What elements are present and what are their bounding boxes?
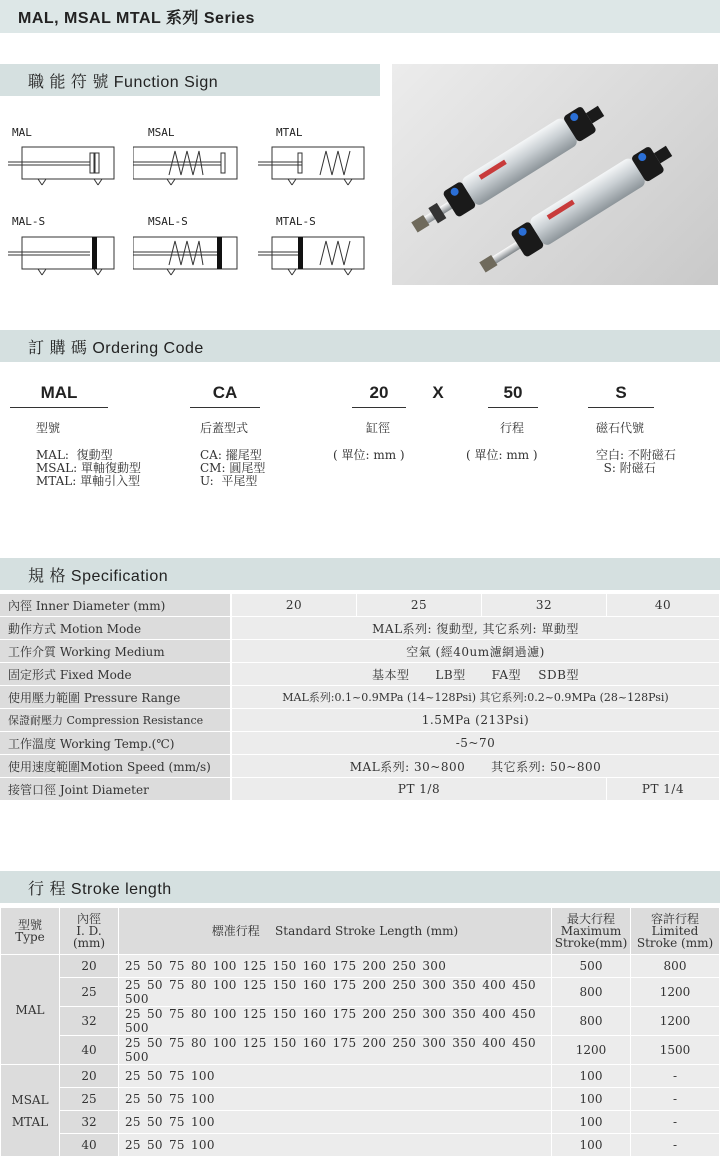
stroke-row xyxy=(1,1111,720,1134)
spec-value: 空氣 (經40um濾網過濾) xyxy=(231,640,720,663)
symbol-label-mtal: MTAL xyxy=(276,126,303,139)
stroke-length-band xyxy=(0,871,720,903)
stroke-type-msal-mtal: MSAL MTAL xyxy=(1,1065,60,1157)
msal-s-symbol-icon xyxy=(133,233,243,279)
ordering-code-title: 訂 購 碼 Ordering Code xyxy=(28,339,204,357)
spec-label: 工作溫度 Working Temp.(℃) xyxy=(0,732,231,755)
stroke-row xyxy=(1,978,720,1007)
spec-value: 1.5MPa (213Psi) xyxy=(231,709,720,732)
head-model: 型號 xyxy=(36,421,61,435)
function-sign-title: 職 能 符 號 Function Sign xyxy=(28,73,219,91)
spec-label: 工作介質 Working Medium xyxy=(0,640,231,663)
code-bore: 20 xyxy=(369,383,389,402)
stroke-row xyxy=(1,1065,720,1088)
head-bore: 缸徑 xyxy=(366,421,391,435)
stroke-maximum: 100 xyxy=(552,1111,631,1134)
stroke-maximum: 100 xyxy=(552,1065,631,1088)
stroke-limited: - xyxy=(631,1088,720,1111)
code-separator: X xyxy=(432,383,444,402)
mtal-s-symbol-icon xyxy=(258,233,368,279)
stroke-standard: 25 50 75 100 xyxy=(119,1134,552,1157)
head-magnet: 磁石代號 xyxy=(596,421,645,435)
stroke-maximum: 100 xyxy=(552,1088,631,1111)
head-cover: 后蓋型式 xyxy=(200,421,249,435)
cover-options: CA: 擺尾型 CM: 圓尾型 U: 平尾型 xyxy=(200,448,266,488)
spec-row-motion-mode xyxy=(0,617,720,640)
bore-unit: ( 單位: mm ) xyxy=(333,448,405,462)
stroke-id: 25 xyxy=(60,1088,119,1111)
stroke-id: 40 xyxy=(60,1036,119,1065)
spec-row-fixed-mode xyxy=(0,663,720,686)
spec-row-compression-resistance xyxy=(0,709,720,732)
stroke-row xyxy=(1,1007,720,1036)
stroke-maximum: 800 xyxy=(552,1007,631,1036)
stroke-maximum: 500 xyxy=(552,955,631,978)
series-title: MAL, MSAL MTAL 系列 Series xyxy=(18,10,255,27)
msal-symbol-icon xyxy=(133,143,243,189)
code-bore-underline xyxy=(352,407,406,408)
mtal-symbol-icon xyxy=(258,143,368,189)
spec-label: 保證耐壓力 Compression Resistance xyxy=(0,709,231,732)
stroke-standard: 25 50 75 80 100 125 150 160 175 200 250 300 xyxy=(119,955,552,978)
spec-value: 25 xyxy=(357,594,482,617)
mal-symbol-icon xyxy=(8,143,118,189)
spec-value: MAL系列: 30~800 其它系列: 50~800 xyxy=(231,755,720,778)
spec-row-working-temp xyxy=(0,732,720,755)
code-cover: CA xyxy=(212,383,238,402)
mal-s-symbol-icon xyxy=(8,233,118,279)
symbol-label-msal: MSAL xyxy=(148,126,175,139)
spec-row-pressure-range xyxy=(0,686,720,709)
spec-label: 使用壓力範圍 Pressure Range xyxy=(0,686,231,709)
stroke-header-type: 型號 Type xyxy=(1,908,60,955)
stroke-limited: 1200 xyxy=(631,1007,720,1036)
stroke-id: 32 xyxy=(60,1007,119,1036)
stroke-id: 40 xyxy=(60,1134,119,1157)
spec-row-motion-speed xyxy=(0,755,720,778)
stroke-id: 20 xyxy=(60,1065,119,1088)
stroke-standard: 25 50 75 100 xyxy=(119,1111,552,1134)
stroke-header-id: 內徑 I. D. (mm) xyxy=(60,908,119,955)
spec-label: 固定形式 Fixed Mode xyxy=(0,663,231,686)
code-model: MAL xyxy=(40,383,78,402)
stroke-header-row xyxy=(1,908,720,955)
code-magnet-underline xyxy=(588,407,654,408)
stroke-header-standard: 標准行程 Standard Stroke Length (mm) xyxy=(119,908,552,955)
stroke-standard: 25 50 75 80 100 125 150 160 175 200 250 300 350 400 450 500 xyxy=(119,1036,552,1065)
series-title-band xyxy=(0,0,720,33)
stroke-maximum: 800 xyxy=(552,978,631,1007)
stroke-limited: 1500 xyxy=(631,1036,720,1065)
stroke-length-title: 行 程 Stroke length xyxy=(28,880,172,898)
spec-value: MAL系列: 復動型, 其它系列: 單動型 xyxy=(231,617,720,640)
stroke-standard: 25 50 75 80 100 125 150 160 175 200 250 300 350 400 450 500 xyxy=(119,1007,552,1036)
specification-band xyxy=(0,558,720,590)
spec-label: 動作方式 Motion Mode xyxy=(0,617,231,640)
stroke-header-maximum: 最大行程 Maximum Stroke(mm) xyxy=(552,908,631,955)
stroke-id: 20 xyxy=(60,955,119,978)
stroke-limited: 1200 xyxy=(631,978,720,1007)
stroke-limited: 800 xyxy=(631,955,720,978)
spec-value: 40 xyxy=(607,594,720,617)
spec-value: PT 1/8 xyxy=(231,778,607,801)
spec-value: 20 xyxy=(231,594,357,617)
spec-row-joint-diameter xyxy=(0,778,720,801)
spec-row-inner-diameter xyxy=(0,594,720,617)
stroke-type-mal: MAL xyxy=(1,955,60,1065)
ordering-code-band xyxy=(0,330,720,362)
stroke-limited: - xyxy=(631,1134,720,1157)
stroke-unit: ( 單位: mm ) xyxy=(466,448,538,462)
cylinder-photo-icon xyxy=(392,64,718,285)
symbol-label-mal-s: MAL-S xyxy=(12,215,46,228)
code-cover-underline xyxy=(190,407,260,408)
code-magnet: S xyxy=(615,383,627,402)
stroke-limited: - xyxy=(631,1065,720,1088)
spec-value: MAL系列:0.1~0.9MPa (14~128Psi) 其它系列:0.2~0.9MPa (28~128Psi) xyxy=(231,686,720,709)
spec-value: PT 1/4 xyxy=(607,778,720,801)
specification-table xyxy=(0,594,720,801)
spec-label: 內徑 Inner Diameter (mm) xyxy=(0,594,231,617)
stroke-row xyxy=(1,1036,720,1065)
spec-label: 接管口徑 Joint Diameter xyxy=(0,778,231,801)
stroke-header-limited: 容許行程 Limited Stroke (mm) xyxy=(631,908,720,955)
stroke-row xyxy=(1,1088,720,1111)
stroke-standard: 25 50 75 100 xyxy=(119,1088,552,1111)
stroke-id: 25 xyxy=(60,978,119,1007)
spec-label: 使用速度範圍Motion Speed (mm/s) xyxy=(0,755,231,778)
specification-title: 規 格 Specification xyxy=(28,567,169,585)
code-stroke-underline xyxy=(488,407,538,408)
symbol-label-mal: MAL xyxy=(12,126,32,139)
code-stroke: 50 xyxy=(503,383,523,402)
stroke-standard: 25 50 75 100 xyxy=(119,1065,552,1088)
head-stroke: 行程 xyxy=(500,421,525,435)
stroke-standard: 25 50 75 80 100 125 150 160 175 200 250 300 350 400 450 500 xyxy=(119,978,552,1007)
stroke-row xyxy=(1,955,720,978)
stroke-length-table xyxy=(0,907,720,1157)
spec-value: 基本型 LB型 FA型 SDB型 xyxy=(231,663,720,686)
magnet-options: 空白: 不附磁石 S: 附磁石 xyxy=(596,448,676,475)
product-photo xyxy=(392,64,718,285)
spec-row-working-medium xyxy=(0,640,720,663)
function-sign-band xyxy=(0,64,380,96)
code-model-underline xyxy=(10,407,108,408)
spec-value: -5~70 xyxy=(231,732,720,755)
stroke-maximum: 1200 xyxy=(552,1036,631,1065)
model-options: MAL: 復動型 MSAL: 單軸復動型 MTAL: 單軸引入型 xyxy=(36,448,142,488)
stroke-maximum: 100 xyxy=(552,1134,631,1157)
symbol-label-mtal-s: MTAL-S xyxy=(276,215,316,228)
stroke-limited: - xyxy=(631,1111,720,1134)
symbol-label-msal-s: MSAL-S xyxy=(148,215,188,228)
stroke-id: 32 xyxy=(60,1111,119,1134)
spec-value: 32 xyxy=(482,594,607,617)
